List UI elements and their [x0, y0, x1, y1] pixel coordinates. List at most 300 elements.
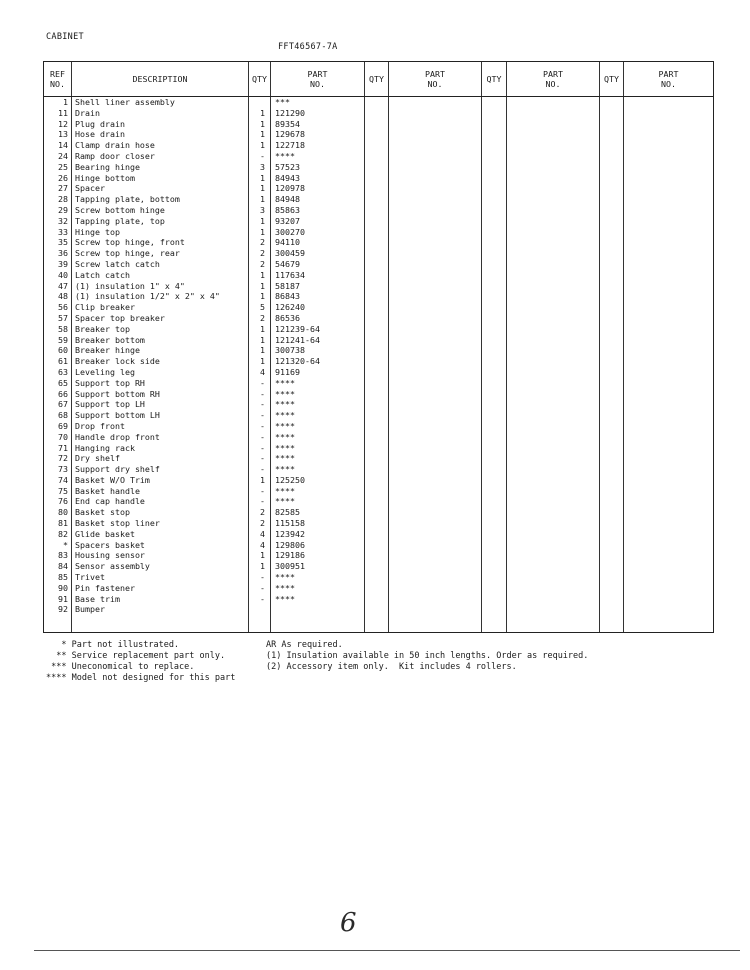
- qty-cell: [482, 259, 507, 270]
- table-row: [44, 464, 714, 475]
- empty-cell: [389, 615, 482, 633]
- qty-cell: [365, 162, 389, 173]
- part-number-cell: 129806: [271, 540, 365, 551]
- qty-cell: [600, 291, 624, 302]
- qty-cell: [365, 507, 389, 518]
- header-part-no: PART NO.: [389, 62, 482, 97]
- qty-cell: [365, 119, 389, 130]
- qty-cell: [482, 496, 507, 507]
- empty-cell: [624, 615, 714, 633]
- part-number-cell: 85863: [271, 205, 365, 216]
- qty-cell: [482, 443, 507, 454]
- table-row: [44, 151, 714, 162]
- qty-cell: [482, 108, 507, 119]
- part-number-cell: [624, 464, 714, 475]
- qty-cell: [365, 518, 389, 529]
- ref-cell: 1: [44, 97, 72, 108]
- part-number-cell: 122718: [271, 140, 365, 151]
- header-ref-no: REF NO.: [44, 62, 72, 97]
- part-number-cell: 93207: [271, 216, 365, 227]
- description-cell: Support top LH: [72, 399, 249, 410]
- qty-cell: [482, 140, 507, 151]
- part-number-cell: [507, 464, 600, 475]
- table-row: [44, 367, 714, 378]
- part-number-cell: [507, 356, 600, 367]
- table-row: [44, 583, 714, 594]
- description-cell: Screw latch catch: [72, 259, 249, 270]
- qty-cell: 2: [249, 507, 271, 518]
- part-number-cell: [624, 173, 714, 184]
- part-number-cell: [389, 108, 482, 119]
- header-qty: QTY: [482, 62, 507, 97]
- part-number-cell: [624, 604, 714, 615]
- qty-cell: 1: [249, 119, 271, 130]
- qty-cell: [365, 550, 389, 561]
- ref-cell: 48: [44, 291, 72, 302]
- qty-cell: [600, 518, 624, 529]
- part-number-cell: [624, 129, 714, 140]
- part-number-cell: 84948: [271, 194, 365, 205]
- part-number-cell: 121241-64: [271, 335, 365, 346]
- description-cell: Base trim: [72, 594, 249, 605]
- qty-cell: 1: [249, 561, 271, 572]
- ref-cell: 60: [44, 345, 72, 356]
- part-number-cell: [389, 335, 482, 346]
- qty-cell: 1: [249, 324, 271, 335]
- qty-cell: 1: [249, 216, 271, 227]
- qty-cell: [600, 194, 624, 205]
- part-number-cell: [507, 529, 600, 540]
- part-number-cell: 126240: [271, 302, 365, 313]
- qty-cell: [249, 604, 271, 615]
- qty-cell: [600, 335, 624, 346]
- qty-cell: [600, 302, 624, 313]
- table-row: [44, 356, 714, 367]
- description-cell: Support top RH: [72, 378, 249, 389]
- table-header-row: [44, 62, 714, 97]
- part-number-cell: [624, 291, 714, 302]
- qty-cell: [482, 248, 507, 259]
- qty-cell: [482, 389, 507, 400]
- qty-cell: 1: [249, 550, 271, 561]
- qty-cell: [482, 529, 507, 540]
- part-number-cell: [624, 108, 714, 119]
- part-number-cell: [389, 518, 482, 529]
- qty-cell: [600, 572, 624, 583]
- description-cell: Screw bottom hinge: [72, 205, 249, 216]
- qty-cell: [600, 507, 624, 518]
- part-number-cell: [507, 119, 600, 130]
- qty-cell: [482, 421, 507, 432]
- qty-cell: [482, 194, 507, 205]
- description-cell: Screw top hinge, rear: [72, 248, 249, 259]
- part-number-cell: [507, 205, 600, 216]
- description-cell: Clamp drain hose: [72, 140, 249, 151]
- qty-cell: [365, 453, 389, 464]
- part-number-cell: 86843: [271, 291, 365, 302]
- part-number-cell: [389, 173, 482, 184]
- table-row: [44, 140, 714, 151]
- empty-cell: [249, 615, 271, 633]
- qty-cell: [482, 583, 507, 594]
- description-cell: Breaker hinge: [72, 345, 249, 356]
- qty-cell: -: [249, 464, 271, 475]
- description-cell: Breaker lock side: [72, 356, 249, 367]
- table-row: [44, 486, 714, 497]
- qty-cell: [600, 162, 624, 173]
- empty-cell: [600, 615, 624, 633]
- part-number-cell: [389, 302, 482, 313]
- qty-cell: [482, 475, 507, 486]
- part-number-cell: [507, 583, 600, 594]
- part-number-cell: [507, 216, 600, 227]
- part-number-cell: [624, 216, 714, 227]
- part-number-cell: 94110: [271, 237, 365, 248]
- part-number-cell: [389, 604, 482, 615]
- table-row: [44, 410, 714, 421]
- qty-cell: -: [249, 453, 271, 464]
- part-number-cell: 84943: [271, 173, 365, 184]
- qty-cell: [482, 345, 507, 356]
- table-row: [44, 432, 714, 443]
- qty-cell: [600, 356, 624, 367]
- qty-cell: [482, 313, 507, 324]
- table-row: [44, 594, 714, 605]
- qty-cell: [482, 151, 507, 162]
- qty-cell: [600, 97, 624, 108]
- part-number-cell: ****: [271, 389, 365, 400]
- qty-cell: 2: [249, 313, 271, 324]
- qty-cell: [482, 507, 507, 518]
- part-number-cell: [507, 604, 600, 615]
- description-cell: Drain: [72, 108, 249, 119]
- part-number-cell: [389, 183, 482, 194]
- part-number-cell: 115158: [271, 518, 365, 529]
- qty-cell: [482, 486, 507, 497]
- table-row: [44, 335, 714, 346]
- description-cell: Support bottom LH: [72, 410, 249, 421]
- qty-cell: [365, 561, 389, 572]
- qty-cell: [600, 345, 624, 356]
- qty-cell: [482, 356, 507, 367]
- ref-cell: 70: [44, 432, 72, 443]
- description-cell: Sensor assembly: [72, 561, 249, 572]
- qty-cell: 1: [249, 281, 271, 292]
- qty-cell: [365, 173, 389, 184]
- qty-cell: 4: [249, 540, 271, 551]
- description-cell: Hinge top: [72, 227, 249, 238]
- part-number-cell: ****: [271, 453, 365, 464]
- part-number-cell: [389, 464, 482, 475]
- description-cell: Plug drain: [72, 119, 249, 130]
- header-qty: QTY: [600, 62, 624, 97]
- description-cell: Housing sensor: [72, 550, 249, 561]
- part-number-cell: [389, 410, 482, 421]
- parts-table-body: [44, 97, 714, 633]
- qty-cell: [365, 140, 389, 151]
- header-part-no: PART NO.: [624, 62, 714, 97]
- qty-cell: [600, 173, 624, 184]
- qty-cell: 4: [249, 367, 271, 378]
- part-number-cell: ***: [271, 97, 365, 108]
- part-number-cell: [624, 561, 714, 572]
- part-number-cell: ****: [271, 410, 365, 421]
- qty-cell: -: [249, 378, 271, 389]
- part-number-cell: [389, 313, 482, 324]
- part-number-cell: [507, 453, 600, 464]
- qty-cell: 1: [249, 140, 271, 151]
- table-row: [44, 173, 714, 184]
- qty-cell: [249, 97, 271, 108]
- part-number-cell: [624, 443, 714, 454]
- qty-cell: 1: [249, 356, 271, 367]
- qty-cell: [600, 281, 624, 292]
- qty-cell: [365, 183, 389, 194]
- part-number-cell: [389, 572, 482, 583]
- qty-cell: [482, 205, 507, 216]
- qty-cell: [600, 496, 624, 507]
- part-number-cell: 89354: [271, 119, 365, 130]
- qty-cell: [365, 237, 389, 248]
- part-number-cell: [507, 540, 600, 551]
- description-cell: Basket W/O Trim: [72, 475, 249, 486]
- ref-cell: 92: [44, 604, 72, 615]
- qty-cell: [600, 367, 624, 378]
- part-number-cell: [507, 194, 600, 205]
- qty-cell: [600, 205, 624, 216]
- qty-cell: [482, 550, 507, 561]
- part-number-cell: 117634: [271, 270, 365, 281]
- qty-cell: [365, 540, 389, 551]
- qty-cell: [600, 486, 624, 497]
- qty-cell: [600, 410, 624, 421]
- part-number-cell: [507, 162, 600, 173]
- part-number-cell: [624, 507, 714, 518]
- part-number-cell: [624, 97, 714, 108]
- part-number-cell: ****: [271, 496, 365, 507]
- part-number-cell: ****: [271, 443, 365, 454]
- part-number-cell: [507, 324, 600, 335]
- qty-cell: [600, 464, 624, 475]
- part-number-cell: [624, 162, 714, 173]
- part-number-cell: [507, 270, 600, 281]
- qty-cell: [482, 518, 507, 529]
- part-number-cell: [389, 324, 482, 335]
- part-number-cell: [624, 194, 714, 205]
- qty-cell: -: [249, 583, 271, 594]
- part-number-cell: [507, 389, 600, 400]
- part-number-cell: [624, 572, 714, 583]
- table-row: [44, 518, 714, 529]
- part-number-cell: 125250: [271, 475, 365, 486]
- part-number-cell: 123942: [271, 529, 365, 540]
- qty-cell: [600, 237, 624, 248]
- part-number-cell: ****: [271, 421, 365, 432]
- part-number-cell: [389, 259, 482, 270]
- table-row: [44, 443, 714, 454]
- qty-cell: [482, 216, 507, 227]
- qty-cell: [365, 421, 389, 432]
- part-number-cell: [507, 443, 600, 454]
- description-cell: Ramp door closer: [72, 151, 249, 162]
- qty-cell: -: [249, 594, 271, 605]
- table-row: [44, 475, 714, 486]
- part-number-cell: [624, 335, 714, 346]
- part-number-cell: 300459: [271, 248, 365, 259]
- qty-cell: 3: [249, 162, 271, 173]
- qty-cell: [600, 583, 624, 594]
- ref-cell: 28: [44, 194, 72, 205]
- qty-cell: -: [249, 496, 271, 507]
- table-row: [44, 162, 714, 173]
- description-cell: Tapping plate, bottom: [72, 194, 249, 205]
- ref-cell: 90: [44, 583, 72, 594]
- part-number-cell: [624, 475, 714, 486]
- empty-cell: [365, 615, 389, 633]
- part-number-cell: [507, 399, 600, 410]
- qty-cell: 2: [249, 248, 271, 259]
- qty-cell: [600, 453, 624, 464]
- description-cell: Hanging rack: [72, 443, 249, 454]
- table-row: [44, 227, 714, 238]
- part-number-cell: [389, 432, 482, 443]
- parts-table: [43, 61, 714, 633]
- qty-cell: [600, 313, 624, 324]
- qty-cell: [600, 270, 624, 281]
- qty-cell: [365, 248, 389, 259]
- ref-cell: 13: [44, 129, 72, 140]
- part-number-cell: [624, 389, 714, 400]
- part-number-cell: [389, 291, 482, 302]
- ref-cell: 24: [44, 151, 72, 162]
- qty-cell: [365, 281, 389, 292]
- description-cell: Support bottom RH: [72, 389, 249, 400]
- qty-cell: [482, 335, 507, 346]
- qty-cell: [482, 432, 507, 443]
- description-cell: Hinge bottom: [72, 173, 249, 184]
- qty-cell: [365, 313, 389, 324]
- part-number-cell: [624, 151, 714, 162]
- ref-cell: 47: [44, 281, 72, 292]
- part-number-cell: [389, 227, 482, 238]
- part-number-cell: [624, 324, 714, 335]
- table-row: [44, 97, 714, 108]
- part-number-cell: [624, 410, 714, 421]
- part-number-cell: [389, 453, 482, 464]
- qty-cell: [482, 173, 507, 184]
- part-number-cell: [507, 302, 600, 313]
- qty-cell: [365, 151, 389, 162]
- qty-cell: [365, 367, 389, 378]
- part-number-cell: ****: [271, 399, 365, 410]
- table-row: [44, 129, 714, 140]
- footnote: *** Uneconomical to replace.: [46, 662, 195, 672]
- qty-cell: 1: [249, 129, 271, 140]
- ref-cell: 82: [44, 529, 72, 540]
- qty-cell: 5: [249, 302, 271, 313]
- qty-cell: [600, 389, 624, 400]
- qty-cell: [365, 572, 389, 583]
- part-number-cell: [389, 140, 482, 151]
- part-number-cell: [624, 356, 714, 367]
- qty-cell: [365, 205, 389, 216]
- qty-cell: 1: [249, 173, 271, 184]
- qty-cell: 1: [249, 475, 271, 486]
- part-number-cell: [389, 561, 482, 572]
- qty-cell: [365, 108, 389, 119]
- qty-cell: [600, 540, 624, 551]
- part-number-cell: ****: [271, 486, 365, 497]
- qty-cell: 3: [249, 205, 271, 216]
- qty-cell: -: [249, 486, 271, 497]
- footnotes-symbols: [46, 640, 235, 684]
- part-number-cell: 300951: [271, 561, 365, 572]
- part-number-cell: [389, 496, 482, 507]
- qty-cell: [365, 496, 389, 507]
- qty-cell: [482, 129, 507, 140]
- empty-cell: [44, 615, 72, 633]
- part-number-cell: [624, 227, 714, 238]
- part-number-cell: [624, 248, 714, 259]
- description-cell: Bearing hinge: [72, 162, 249, 173]
- description-cell: Support dry shelf: [72, 464, 249, 475]
- part-number-cell: [389, 399, 482, 410]
- part-number-cell: [389, 540, 482, 551]
- part-number-cell: [624, 302, 714, 313]
- ref-cell: 27: [44, 183, 72, 194]
- qty-cell: [482, 237, 507, 248]
- part-number-cell: 300270: [271, 227, 365, 238]
- ref-cell: 25: [44, 162, 72, 173]
- qty-cell: [482, 227, 507, 238]
- part-number-cell: [507, 151, 600, 162]
- description-cell: (1) insulation 1" x 4": [72, 281, 249, 292]
- part-number-cell: 121290: [271, 108, 365, 119]
- ref-cell: 40: [44, 270, 72, 281]
- part-number-cell: [507, 237, 600, 248]
- description-cell: Basket handle: [72, 486, 249, 497]
- part-number-cell: [389, 162, 482, 173]
- part-number-cell: [507, 550, 600, 561]
- qty-cell: [600, 259, 624, 270]
- qty-cell: -: [249, 410, 271, 421]
- qty-cell: [365, 594, 389, 605]
- part-number-cell: [507, 507, 600, 518]
- description-cell: Drop front: [72, 421, 249, 432]
- qty-cell: [600, 561, 624, 572]
- description-cell: Clip breaker: [72, 302, 249, 313]
- part-number-cell: 54679: [271, 259, 365, 270]
- part-number-cell: [507, 475, 600, 486]
- part-number-cell: [389, 583, 482, 594]
- qty-cell: [600, 399, 624, 410]
- description-cell: Spacers basket: [72, 540, 249, 551]
- part-number-cell: [624, 345, 714, 356]
- qty-cell: -: [249, 399, 271, 410]
- part-number-cell: [624, 550, 714, 561]
- part-number-cell: [389, 550, 482, 561]
- ref-cell: 75: [44, 486, 72, 497]
- part-number-cell: 300738: [271, 345, 365, 356]
- description-cell: Breaker bottom: [72, 335, 249, 346]
- footnotes-notes: [266, 640, 588, 673]
- ref-cell: 69: [44, 421, 72, 432]
- empty-cell: [271, 615, 365, 633]
- part-number-cell: [507, 335, 600, 346]
- part-number-cell: [624, 496, 714, 507]
- part-number-cell: [624, 119, 714, 130]
- qty-cell: [482, 324, 507, 335]
